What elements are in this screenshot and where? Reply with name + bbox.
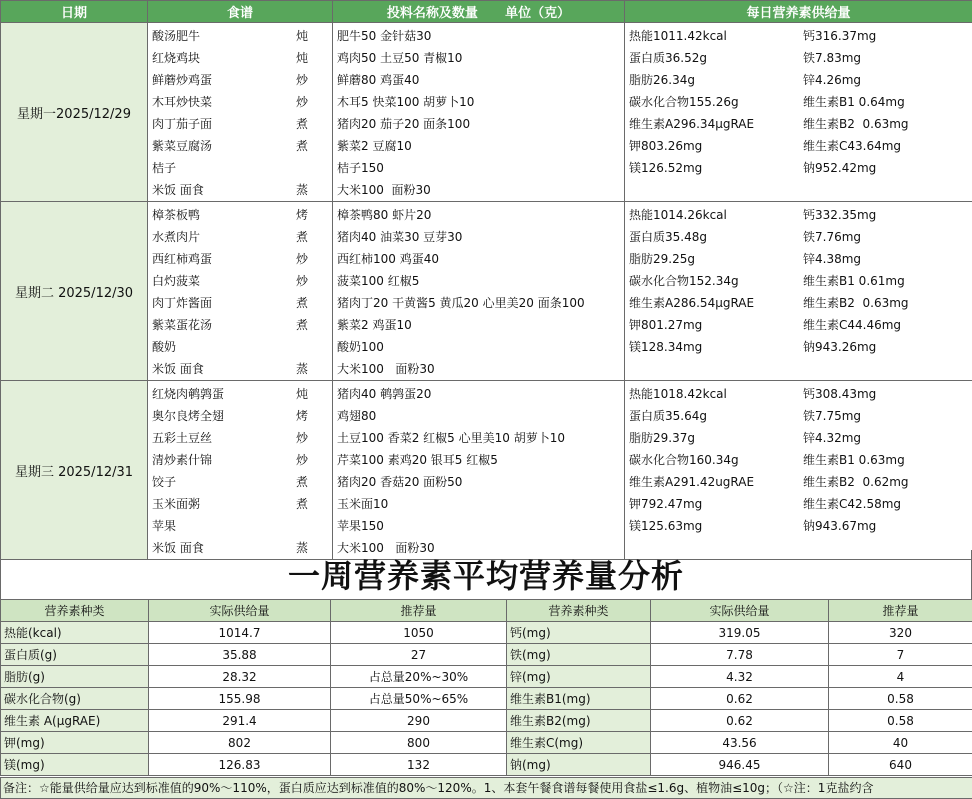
dish-item (148, 91, 332, 113)
dish-name: 西红柿鸡蛋 (152, 252, 212, 266)
dish-item (148, 248, 332, 270)
nutrient-name: 蛋白质(g) (1, 644, 149, 666)
nutrient-value-right: 维生素B2 0.63mg (803, 292, 972, 314)
cooking-method: 炒 (296, 270, 308, 292)
cooking-method: 蒸 (296, 537, 308, 559)
day-row (1, 23, 972, 202)
dish-item (148, 405, 332, 427)
cooking-method: 炒 (296, 91, 308, 113)
nutrient-value-right: 钠952.42mg (803, 157, 972, 179)
ingredient-line: 玉米面10 (333, 493, 624, 515)
nutrient-value-left: 脂肪26.34g (629, 69, 803, 91)
header-ingredients: 投料名称及数量 单位（克） (333, 1, 625, 23)
dish-name: 五彩土豆丝 (152, 431, 212, 445)
dish-name: 红烧鸡块 (152, 51, 200, 65)
nutrient-line (625, 471, 972, 493)
dish-item (148, 157, 332, 179)
ingredient-line: 紫菜2 豆腐10 (333, 135, 624, 157)
recipe-cell (148, 381, 333, 560)
dish-name: 紫菜豆腐汤 (152, 139, 212, 153)
nutrient-value-left: 钾801.27mg (629, 314, 803, 336)
dish-item (148, 25, 332, 47)
dish-name: 饺子 (152, 475, 176, 489)
ingredient-line: 西红柿100 鸡蛋40 (333, 248, 624, 270)
summary-header-cell: 营养素种类 (1, 600, 149, 622)
dish-item (148, 179, 332, 201)
nutrient-name: 铁(mg) (507, 644, 651, 666)
nutrient-value-left: 碳水化合物152.34g (629, 270, 803, 292)
nutrient-name: 维生素C(mg) (507, 732, 651, 754)
nutrient-value-right: 铁7.76mg (803, 226, 972, 248)
dish-name: 清炒素什锦 (152, 453, 212, 467)
actual-supply: 43.56 (651, 732, 829, 754)
ingredient-line: 猪肉丁20 干黄酱5 黄瓜20 心里美20 面条100 (333, 292, 624, 314)
nutrient-line (625, 449, 972, 471)
cooking-method: 煮 (296, 493, 308, 515)
actual-supply: 35.88 (149, 644, 331, 666)
summary-row (1, 732, 972, 754)
nutrient-line (625, 157, 972, 179)
recipe-cell (148, 23, 333, 202)
actual-supply: 946.45 (651, 754, 829, 776)
nutrient-value-right: 维生素B1 0.63mg (803, 449, 972, 471)
dish-name: 鲜蘑炒鸡蛋 (152, 73, 212, 87)
dish-item (148, 47, 332, 69)
nutrient-value-left: 蛋白质35.48g (629, 226, 803, 248)
nutrient-name: 镁(mg) (1, 754, 149, 776)
recommended-amount: 1050 (331, 622, 507, 644)
dish-item (148, 270, 332, 292)
nutrient-summary-table (0, 599, 972, 776)
nutrient-line (625, 91, 972, 113)
nutrient-line (625, 427, 972, 449)
cooking-method: 蒸 (296, 179, 308, 201)
actual-supply: 7.78 (651, 644, 829, 666)
cooking-method: 炖 (296, 47, 308, 69)
day-row (1, 381, 972, 560)
ingredients-cell (333, 202, 625, 381)
nutrient-line (625, 226, 972, 248)
dish-item (148, 204, 332, 226)
ingredient-line: 鲜蘑80 鸡蛋40 (333, 69, 624, 91)
cooking-method: 蒸 (296, 358, 308, 380)
recommended-amount: 4 (829, 666, 972, 688)
nutrient-line (625, 135, 972, 157)
day-date: 星期一2025/12/29 (1, 23, 148, 202)
nutrient-value-left: 镁128.34mg (629, 336, 803, 358)
cooking-method: 煮 (296, 471, 308, 493)
nutrient-value-left: 钾792.47mg (629, 493, 803, 515)
actual-supply: 126.83 (149, 754, 331, 776)
dish-name: 酸汤肥牛 (152, 29, 200, 43)
dish-item (148, 314, 332, 336)
nutrient-line (625, 113, 972, 135)
nutrient-value-left: 脂肪29.37g (629, 427, 803, 449)
ingredients-cell (333, 23, 625, 202)
ingredient-line: 猪肉40 油菜30 豆芽30 (333, 226, 624, 248)
ingredient-line: 大米100 面粉30 (333, 358, 624, 380)
nutrient-line (625, 405, 972, 427)
ingredient-line: 酸奶100 (333, 336, 624, 358)
dish-item (148, 515, 332, 537)
summary-row (1, 688, 972, 710)
page-title: 一周营养素平均营养量分析 (0, 550, 972, 599)
dish-name: 樟茶板鸭 (152, 208, 200, 222)
actual-supply: 155.98 (149, 688, 331, 710)
nutrient-line (625, 493, 972, 515)
ingredient-line: 苹果150 (333, 515, 624, 537)
recommended-amount: 7 (829, 644, 972, 666)
summary-header-cell: 推荐量 (829, 600, 972, 622)
nutrient-name: 维生素 A(μgRAE) (1, 710, 149, 732)
nutrition-cell (625, 381, 972, 560)
cooking-method: 煮 (296, 113, 308, 135)
nutrient-value-left: 热能1011.42kcal (629, 25, 803, 47)
nutrient-value-left: 镁125.63mg (629, 515, 803, 537)
recommended-amount: 40 (829, 732, 972, 754)
dish-name: 米饭 面食 (152, 362, 204, 376)
ingredient-line: 樟茶鸭80 虾片20 (333, 204, 624, 226)
dish-name: 白灼菠菜 (152, 274, 200, 288)
recommended-amount: 占总量20%~30% (331, 666, 507, 688)
summary-row (1, 622, 972, 644)
nutrient-value-right: 钠943.26mg (803, 336, 972, 358)
dish-item (148, 226, 332, 248)
nutrient-line (625, 515, 972, 537)
nutrient-value-right: 维生素B2 0.62mg (803, 471, 972, 493)
cooking-method: 煮 (296, 226, 308, 248)
dish-item (148, 383, 332, 405)
dish-name: 酸奶 (152, 340, 176, 354)
nutrient-value-right: 钠943.67mg (803, 515, 972, 537)
dish-item (148, 427, 332, 449)
nutrient-line (625, 204, 972, 226)
nutrient-line (625, 292, 972, 314)
ingredient-line: 鸡肉50 土豆50 青椒10 (333, 47, 624, 69)
dish-name: 紫菜蛋花汤 (152, 318, 212, 332)
menu-header-row (1, 1, 972, 23)
nutrient-value-right: 钙308.43mg (803, 383, 972, 405)
dish-item (148, 493, 332, 515)
ingredient-line: 紫菜2 鸡蛋10 (333, 314, 624, 336)
nutrient-value-right: 锌4.32mg (803, 427, 972, 449)
nutrient-line (625, 248, 972, 270)
cooking-method: 炒 (296, 427, 308, 449)
cooking-method: 烤 (296, 405, 308, 427)
dish-item (148, 69, 332, 91)
summary-header-cell: 推荐量 (331, 600, 507, 622)
nutrient-line (625, 383, 972, 405)
summary-header-row (1, 600, 972, 622)
nutrient-value-right: 维生素C44.46mg (803, 314, 972, 336)
nutrient-line (625, 314, 972, 336)
recommended-amount: 0.58 (829, 688, 972, 710)
dish-name: 桔子 (152, 161, 176, 175)
dish-item (148, 336, 332, 358)
summary-row (1, 666, 972, 688)
ingredient-line: 芹菜100 素鸡20 银耳5 红椒5 (333, 449, 624, 471)
recommended-amount: 290 (331, 710, 507, 732)
nutrient-value-right: 钙316.37mg (803, 25, 972, 47)
nutrient-value-left: 碳水化合物155.26g (629, 91, 803, 113)
summary-row (1, 754, 972, 776)
ingredient-line: 桔子150 (333, 157, 624, 179)
summary-header-cell: 实际供给量 (149, 600, 331, 622)
dish-name: 玉米面粥 (152, 497, 200, 511)
nutrient-value-right: 铁7.75mg (803, 405, 972, 427)
nutrient-value-right: 维生素C43.64mg (803, 135, 972, 157)
actual-supply: 0.62 (651, 688, 829, 710)
actual-supply: 1014.7 (149, 622, 331, 644)
actual-supply: 28.32 (149, 666, 331, 688)
cooking-method: 炒 (296, 248, 308, 270)
dish-name: 水煮肉片 (152, 230, 200, 244)
nutrient-value-right: 维生素B1 0.61mg (803, 270, 972, 292)
actual-supply: 291.4 (149, 710, 331, 732)
ingredients-cell (333, 381, 625, 560)
dish-name: 红烧肉鹌鹑蛋 (152, 387, 224, 401)
actual-supply: 4.32 (651, 666, 829, 688)
nutrient-value-right: 钙332.35mg (803, 204, 972, 226)
ingredient-line: 大米100 面粉30 (333, 179, 624, 201)
ingredient-line: 鸡翅80 (333, 405, 624, 427)
nutrient-line (625, 270, 972, 292)
header-recipe: 食谱 (148, 1, 333, 23)
nutrient-name: 维生素B2(mg) (507, 710, 651, 732)
nutrient-value-right: 维生素B1 0.64mg (803, 91, 972, 113)
nutrient-line (625, 69, 972, 91)
header-date: 日期 (1, 1, 148, 23)
recipe-cell (148, 202, 333, 381)
nutrient-value-left: 蛋白质36.52g (629, 47, 803, 69)
nutrient-value-right: 锌4.38mg (803, 248, 972, 270)
actual-supply: 0.62 (651, 710, 829, 732)
day-row (1, 202, 972, 381)
ingredient-line: 猪肉20 茄子20 面条100 (333, 113, 624, 135)
day-date: 星期二 2025/12/30 (1, 202, 148, 381)
nutrient-value-left: 碳水化合物160.34g (629, 449, 803, 471)
nutrient-name: 钾(mg) (1, 732, 149, 754)
actual-supply: 319.05 (651, 622, 829, 644)
nutrient-value-left: 脂肪29.25g (629, 248, 803, 270)
ingredient-line: 猪肉40 鹌鹑蛋20 (333, 383, 624, 405)
nutrient-name: 锌(mg) (507, 666, 651, 688)
nutrient-name: 钙(mg) (507, 622, 651, 644)
nutrient-value-right: 维生素B2 0.63mg (803, 113, 972, 135)
dish-name: 肉丁茄子面 (152, 117, 212, 131)
ingredient-line: 土豆100 香菜2 红椒5 心里美10 胡萝卜10 (333, 427, 624, 449)
nutrient-name: 脂肪(g) (1, 666, 149, 688)
cooking-method: 煮 (296, 135, 308, 157)
actual-supply: 802 (149, 732, 331, 754)
nutrient-value-right: 锌4.26mg (803, 69, 972, 91)
nutrient-name: 维生素B1(mg) (507, 688, 651, 710)
dish-item (148, 292, 332, 314)
nutrient-value-left: 蛋白质35.64g (629, 405, 803, 427)
recommended-amount: 320 (829, 622, 972, 644)
summary-row (1, 710, 972, 732)
nutrient-line (625, 25, 972, 47)
ingredient-line: 肥牛50 金针菇30 (333, 25, 624, 47)
recommended-amount: 占总量50%~65% (331, 688, 507, 710)
dish-name: 苹果 (152, 519, 176, 533)
nutrient-value-right: 铁7.83mg (803, 47, 972, 69)
ingredient-line: 猪肉20 香菇20 面粉50 (333, 471, 624, 493)
dish-name: 木耳炒快菜 (152, 95, 212, 109)
nutrient-line (625, 47, 972, 69)
ingredient-line: 大米100 面粉30 (333, 537, 624, 559)
cooking-method: 烤 (296, 204, 308, 226)
recommended-amount: 27 (331, 644, 507, 666)
cooking-method: 炖 (296, 25, 308, 47)
nutrient-name: 碳水化合物(g) (1, 688, 149, 710)
recommended-amount: 0.58 (829, 710, 972, 732)
header-nutrition: 每日营养素供给量 (625, 1, 972, 23)
nutrient-value-right: 维生素C42.58mg (803, 493, 972, 515)
footnote: 备注：☆能量供给量应达到标准值的90%～110%，蛋白质应达到标准值的80%～120%。1、本套午餐食谱每餐使用食盐≤1.6g、植物油≤10g；（☆注：1克盐约含 (0, 777, 972, 799)
nutrient-value-left: 热能1014.26kcal (629, 204, 803, 226)
nutrient-name: 钠(mg) (507, 754, 651, 776)
dish-item (148, 449, 332, 471)
nutrient-line (625, 336, 972, 358)
dish-name: 奥尔良烤全翅 (152, 409, 224, 423)
summary-header-cell: 实际供给量 (651, 600, 829, 622)
dish-item (148, 113, 332, 135)
nutrient-value-left: 钾803.26mg (629, 135, 803, 157)
dish-name: 肉丁炸酱面 (152, 296, 212, 310)
nutrient-value-left: 热能1018.42kcal (629, 383, 803, 405)
nutrient-value-left: 镁126.52mg (629, 157, 803, 179)
recommended-amount: 132 (331, 754, 507, 776)
nutrition-cell (625, 23, 972, 202)
nutrient-value-left: 维生素A296.34μgRAE (629, 113, 803, 135)
cooking-method: 炒 (296, 449, 308, 471)
nutrition-cell (625, 202, 972, 381)
day-date: 星期三 2025/12/31 (1, 381, 148, 560)
dish-name: 米饭 面食 (152, 183, 204, 197)
dish-item (148, 135, 332, 157)
nutrient-value-left: 维生素A286.54μgRAE (629, 292, 803, 314)
recommended-amount: 640 (829, 754, 972, 776)
cooking-method: 炒 (296, 69, 308, 91)
recommended-amount: 800 (331, 732, 507, 754)
ingredient-line: 菠菜100 红椒5 (333, 270, 624, 292)
cooking-method: 煮 (296, 314, 308, 336)
ingredient-line: 木耳5 快菜100 胡萝卜10 (333, 91, 624, 113)
dish-name: 米饭 面食 (152, 541, 204, 555)
summary-header-cell: 营养素种类 (507, 600, 651, 622)
dish-item (148, 358, 332, 380)
summary-row (1, 644, 972, 666)
nutrient-value-left: 维生素A291.42ugRAE (629, 471, 803, 493)
cooking-method: 煮 (296, 292, 308, 314)
cooking-method: 炖 (296, 383, 308, 405)
dish-item (148, 471, 332, 493)
nutrient-name: 热能(kcal) (1, 622, 149, 644)
